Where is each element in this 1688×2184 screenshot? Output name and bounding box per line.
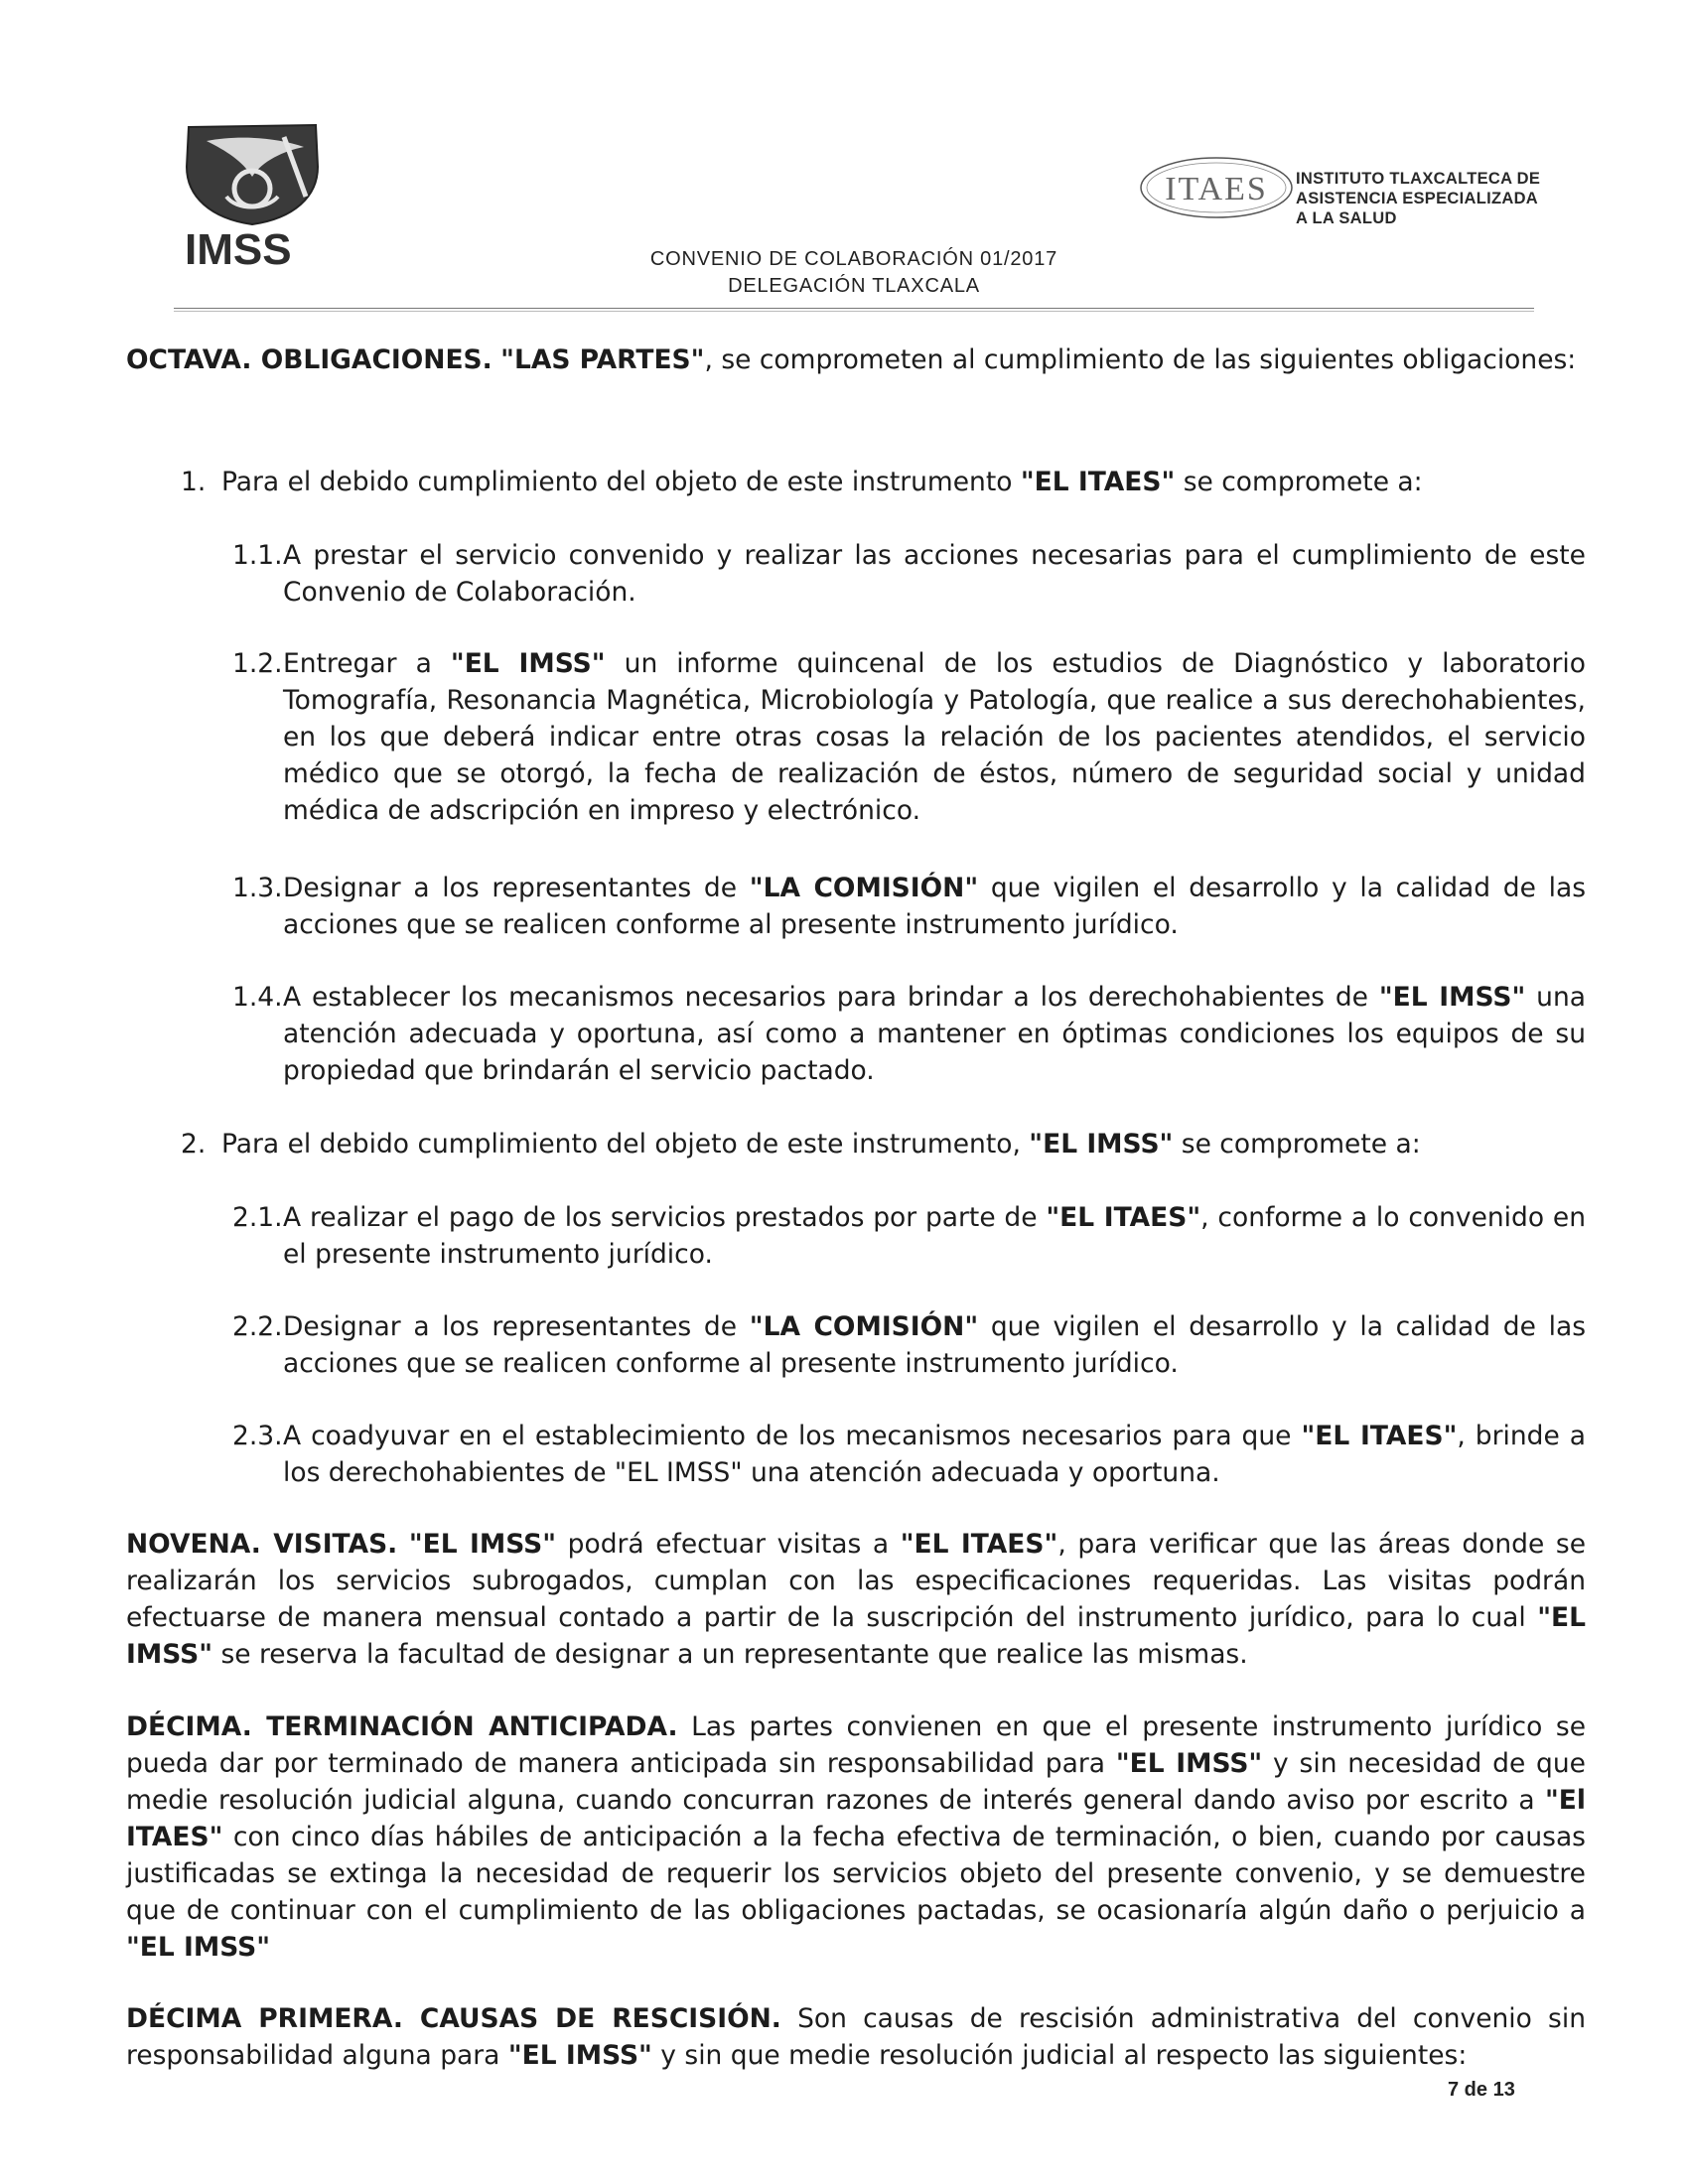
- clause-heading: DÉCIMA. TERMINACIÓN ANTICIPADA.: [126, 1711, 678, 1742]
- party-name: "EL IMSS": [408, 1529, 557, 1560]
- itaes-logo-text: ITAES: [1165, 171, 1268, 207]
- clause-text: Las partes convienen en que el presente instrumento jurídico se pueda dar por terminado de manera anticipada sin responsabilidad para: [126, 1711, 1586, 1779]
- party-name: "EL IMSS": [126, 1602, 1586, 1670]
- item-number: 1.1.: [232, 540, 283, 571]
- itaes-logo: [1137, 153, 1296, 222]
- header-divider: [174, 308, 1534, 309]
- party-name: "EL ITAES": [900, 1529, 1058, 1560]
- itaes-name-line: INSTITUTO TLAXCALTECA DE: [1296, 170, 1541, 188]
- imss-eagle-emblem: [167, 107, 336, 266]
- page-number: 7 de 13: [1448, 2079, 1515, 2101]
- item-number: 2.: [181, 1129, 207, 1160]
- clause-octava: [126, 341, 1586, 378]
- item-number: 1.: [181, 467, 207, 497]
- party-name: "EL IMSS": [1115, 1748, 1263, 1779]
- item-text: A establecer los mecanismos necesarios para brindar a los derechohabientes de: [283, 982, 1379, 1013]
- clause-text: podrá efectuar visitas a: [556, 1529, 901, 1560]
- party-name: "EL ITAES": [1301, 1421, 1458, 1451]
- item-text: Para el debido cumplimiento del objeto de este instrumento: [221, 467, 1021, 497]
- clause-text: con cinco días hábiles de anticipación a la fecha efectiva de terminación, o bien, cuando por causas justificadas se extinga la necesidad de requerir los servicios objeto del presente convenio, y se demuestre que de continuar con el cumplimiento de las obligaciones pactadas, se ocasionaría algún daño o perjuicio a: [126, 1822, 1586, 1926]
- document-title-line1: CONVENIO DE COLABORACIÓN 01/2017: [649, 248, 1058, 270]
- party-name: "LA COMISIÓN": [749, 1311, 979, 1342]
- itaes-emblem: [1137, 153, 1296, 222]
- clause-text: se reserva la facultad de designar a un representante que realice las mismas.: [212, 1639, 1248, 1670]
- party-name: "El ITAES": [126, 1785, 1586, 1852]
- item-text: A coadyuvar en el establecimiento de los mecanismos necesarios para que: [283, 1421, 1302, 1451]
- clause-text: , se comprometen al cumplimiento de las siguientes obligaciones:: [704, 344, 1577, 375]
- item-text: A realizar el pago de los servicios prestados por parte de: [283, 1202, 1047, 1233]
- item-2-1: [283, 1199, 1586, 1273]
- spacer-text: [397, 1529, 409, 1560]
- header-divider-secondary: [174, 311, 1534, 312]
- item-number: 1.4.: [232, 982, 283, 1013]
- party-name: "LAS PARTES": [500, 344, 705, 375]
- itaes-name-line: ASISTENCIA ESPECIALIZADA: [1296, 190, 1539, 207]
- imss-logo: [167, 107, 336, 266]
- document-title: [516, 246, 1192, 300]
- item-1-3: [283, 870, 1586, 943]
- item-text: A prestar el servicio convenido y realizar las acciones necesarias para el cumplimiento de este Convenio de Colaboración.: [283, 540, 1586, 608]
- item-text: una atención adecuada y oportuna, así como a mantener en óptimas condiciones los equipos de su propiedad que brindarán el servicio pactado.: [283, 982, 1586, 1086]
- itaes-institution-name: [1296, 169, 1594, 228]
- item-text: , conforme a lo convenido en el presente instrumento jurídico.: [283, 1202, 1586, 1270]
- item-text: que vigilen el desarrollo y la calidad de las acciones que se realicen conforme al presente instrumento jurídico.: [283, 1311, 1587, 1379]
- imss-logo-text: IMSS: [185, 225, 292, 266]
- item-2: [221, 1126, 1586, 1162]
- clause-novena: [126, 1526, 1586, 1673]
- item-text: que vigilen el desarrollo y la calidad de las acciones que se realicen conforme al presente instrumento jurídico.: [283, 873, 1587, 940]
- itaes-name-line: A LA SALUD: [1296, 209, 1397, 227]
- party-name: "EL IMSS": [450, 648, 606, 679]
- item-number: 2.2.: [232, 1311, 283, 1342]
- clause-text: y sin necesidad de que medie resolución judicial alguna, cuando concurran razones de interés general dando aviso por escrito a: [126, 1748, 1586, 1816]
- item-text: , brinde a los derechohabientes de "EL IMSS" una atención adecuada y oportuna.: [283, 1421, 1587, 1488]
- party-name: "EL IMSS": [126, 1932, 271, 1963]
- item-1: [221, 464, 1586, 500]
- document-title-line2: DELEGACIÓN TLAXCALA: [728, 275, 980, 297]
- party-name: "EL IMSS": [1029, 1129, 1174, 1160]
- item-2-2: [283, 1308, 1586, 1382]
- party-name: "EL ITAES": [1046, 1202, 1201, 1233]
- item-text: Entregar a: [283, 648, 451, 679]
- party-name: "EL IMSS": [507, 2040, 652, 2071]
- item-number: 2.1.: [232, 1202, 283, 1233]
- clause-text: Son causas de rescisión administrativa del convenio sin responsabilidad alguna para: [126, 2003, 1587, 2071]
- item-text: Designar a los representantes de: [283, 1311, 750, 1342]
- item-number: 1.3.: [232, 873, 283, 903]
- item-2-3: [283, 1418, 1586, 1491]
- item-text: se compromete a:: [1175, 467, 1423, 497]
- clause-heading: NOVENA. VISITAS.: [126, 1529, 398, 1560]
- item-number: 1.2.: [232, 648, 283, 679]
- clause-text: y sin que medie resolución judicial al respecto las siguientes:: [651, 2040, 1468, 2071]
- item-1-4: [283, 979, 1586, 1089]
- clause-decima: [126, 1708, 1586, 1966]
- party-name: "LA COMISIÓN": [749, 873, 979, 903]
- party-name: "EL ITAES": [1020, 467, 1176, 497]
- item-text: Designar a los representantes de: [283, 873, 750, 903]
- item-1-2: [283, 645, 1586, 829]
- clause-heading: DÉCIMA PRIMERA. CAUSAS DE RESCISIÓN.: [126, 2003, 781, 2034]
- item-text: se compromete a:: [1173, 1129, 1421, 1160]
- clause-text: , para verificar que las áreas donde se realizarán los servicios subrogados, cumplan con las especificaciones requeridas. Las visitas podrán efectuarse de manera mensual contado a partir de la suscripción del instrumento jurídico, para lo cual: [126, 1529, 1586, 1633]
- party-name: "EL IMSS": [1378, 982, 1526, 1013]
- clause-heading: OCTAVA. OBLIGACIONES.: [126, 344, 492, 375]
- item-text: Para el debido cumplimiento del objeto de este instrumento,: [221, 1129, 1030, 1160]
- item-text: un informe quincenal de los estudios de Diagnóstico y laboratorio Tomografía, Resonancia Magnética, Microbiología y Patología, que realice a sus derechohabientes, en los que deberá indicar entre otras cosas la relación de los pacientes atendidos, el servicio médico que se otorgó, la fecha de realización de éstos, número de seguridad social y unidad médica de adscripción en impreso y electrónico.: [283, 648, 1586, 826]
- clause-decima-primera: [126, 2000, 1586, 2074]
- item-1-1: [283, 537, 1586, 611]
- item-number: 2.3.: [232, 1421, 283, 1451]
